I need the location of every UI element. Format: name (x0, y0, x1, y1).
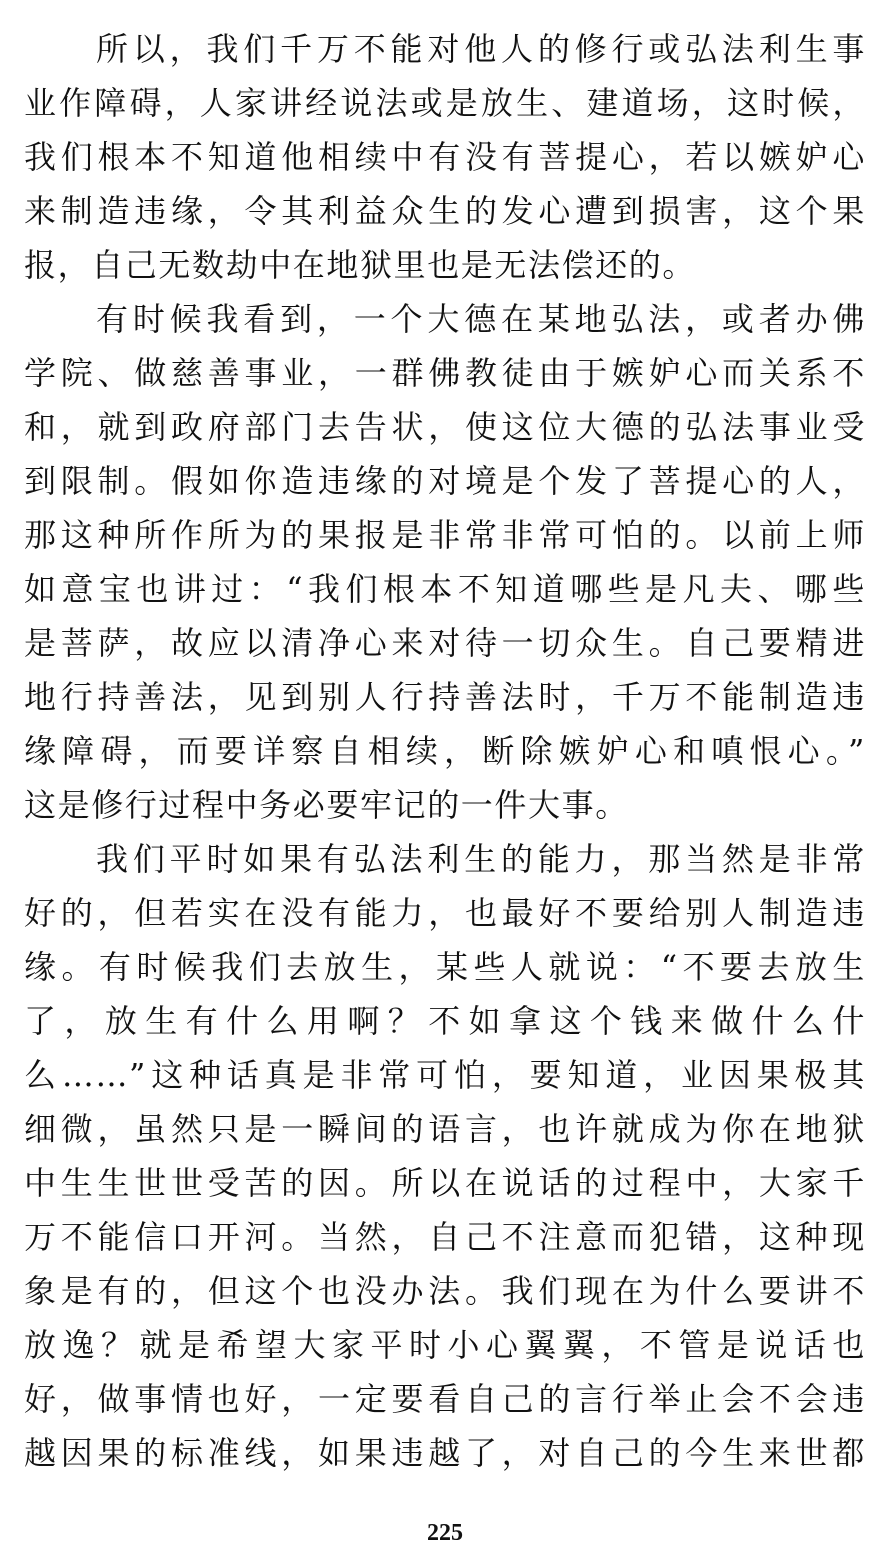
text-line: 了，放生有什么用啊？不如拿这个钱来做什么什 (24, 1002, 866, 1040)
text-line: 缘障碍，而要详察自相续，断除嫉妒心和嗔恨心。” (24, 732, 866, 770)
text-line: 么……”这种话真是非常可怕，要知道，业因果极其 (24, 1056, 866, 1094)
text-line: 好，做事情也好，一定要看自己的言行举止会不会违 (24, 1380, 866, 1418)
text-line: 有时候我看到，一个大德在某地弘法，或者办佛 (96, 300, 866, 338)
text-line: 万不能信口开河。当然，自己不注意而犯错，这种现 (24, 1218, 866, 1256)
text-line: 那这种所作所为的果报是非常非常可怕的。以前上师 (24, 516, 866, 554)
text-line: 业作障碍，人家讲经说法或是放生、建道场，这时候， (24, 84, 866, 122)
text-line: 中生生世世受苦的因。所以在说话的过程中，大家千 (24, 1164, 866, 1202)
text-line: 报，自己无数劫中在地狱里也是无法偿还的。 (24, 246, 697, 284)
text-line: 和，就到政府部门去告状，使这位大德的弘法事业受 (24, 408, 866, 446)
text-line: 我们平时如果有弘法利生的能力，那当然是非常 (96, 840, 866, 878)
text-line: 这是修行过程中务必要牢记的一件大事。 (24, 786, 629, 824)
text-line: 到限制。假如你造违缘的对境是个发了菩提心的人， (24, 462, 866, 500)
text-line: 地行持善法，见到别人行持善法时，千万不能制造违 (24, 678, 866, 716)
page-number: 225 (427, 1520, 463, 1546)
text-line: 越因果的标准线，如果违越了，对自己的今生来世都 (24, 1434, 866, 1472)
body-text (24, 22, 866, 1480)
text-line: 缘。有时候我们去放生，某些人就说：“不要去放生 (24, 948, 866, 986)
text-line: 象是有的，但这个也没办法。我们现在为什么要讲不 (24, 1272, 866, 1310)
text-line: 我们根本不知道他相续中有没有菩提心，若以嫉妒心 (24, 138, 866, 176)
text-line: 如意宝也讲过：“我们根本不知道哪些是凡夫、哪些 (24, 570, 866, 608)
text-line: 好的，但若实在没有能力，也最好不要给别人制造违 (24, 894, 866, 932)
text-line: 放逸？就是希望大家平时小心翼翼，不管是说话也 (24, 1326, 866, 1364)
text-line: 来制造违缘，令其利益众生的发心遭到损害，这个果 (24, 192, 866, 230)
text-line: 学院、做慈善事业，一群佛教徒由于嫉妒心而关系不 (24, 354, 866, 392)
text-line: 是菩萨，故应以清净心来对待一切众生。自己要精进 (24, 624, 866, 662)
text-line: 所以，我们千万不能对他人的修行或弘法利生事 (96, 30, 866, 68)
text-line: 细微，虽然只是一瞬间的语言，也许就成为你在地狱 (24, 1110, 866, 1148)
